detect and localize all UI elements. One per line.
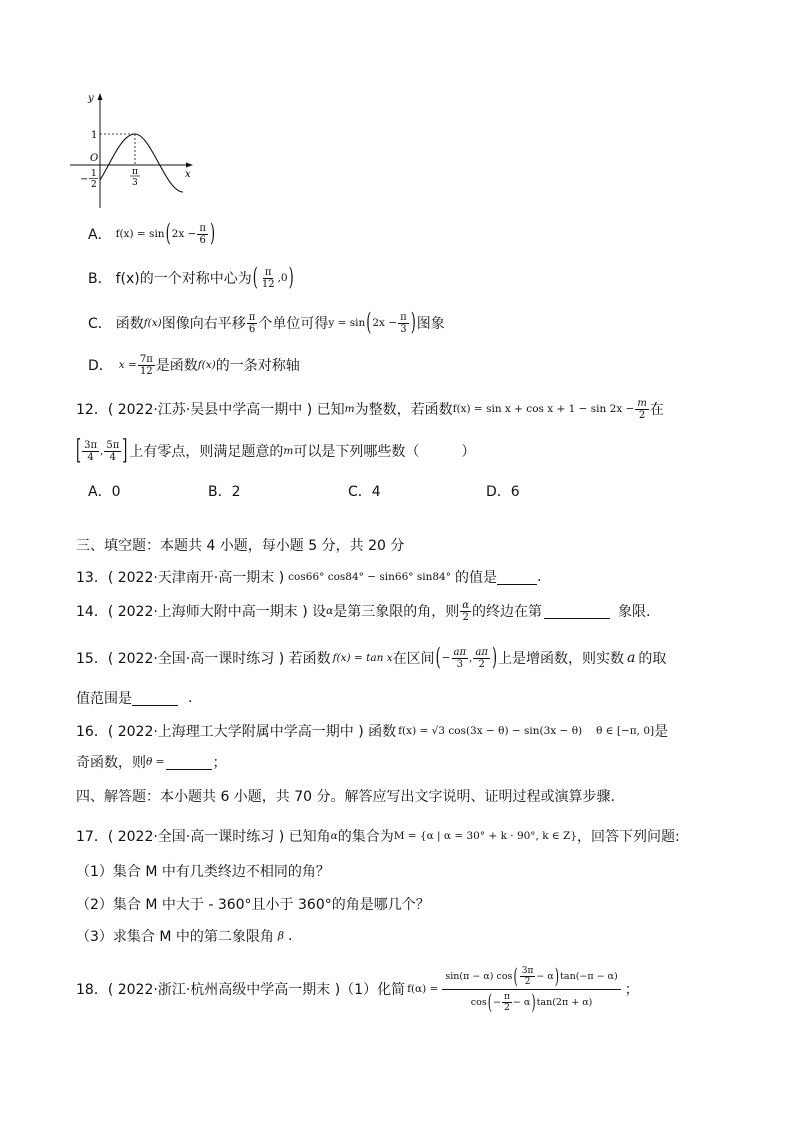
q16-end: ；: [212, 755, 227, 771]
right-paren: ): [410, 308, 416, 338]
option-c-pre: 函数: [115, 316, 144, 332]
q13-end: .: [536, 569, 542, 585]
q12-mid: 为整数，若函数: [354, 402, 453, 418]
q16-line1: [76, 719, 668, 743]
right-paren: ): [491, 643, 498, 673]
option-b-frac: $\frac{\pi}{12}$: [261, 266, 275, 290]
q15-mid: 在区间: [392, 651, 435, 667]
num-frac: $\frac{3\pi}{2}$: [521, 965, 534, 987]
option-c-inner-frac: $\frac{\pi}{3}$: [400, 311, 407, 335]
q14: [76, 596, 650, 626]
section-4-heading: 四、解答题：本小题共 6 小题，共 70 分。解答应写出文字说明、证明过程或演算步骤.: [76, 789, 615, 805]
option-b-text: f(x)的一个对称中心为: [115, 271, 252, 287]
den-a: cos: [470, 996, 487, 1008]
q16-prefix: 16．( 2022·上海理工大学附属中学高一期中 ) 函数: [76, 724, 397, 740]
q17-set: M = {α | α = 30° + k · 90°, k ∈ Z}: [393, 830, 578, 842]
q11-option-d[interactable]: [88, 350, 300, 380]
option-c-mid2: 个单位可得: [258, 316, 329, 332]
right-bracket: ]: [122, 435, 128, 467]
q15-line2: [76, 687, 192, 709]
option-a-frac: $\frac{\pi}{6}$: [199, 222, 206, 246]
left-paren: (: [252, 263, 258, 293]
q15-tail: 上是增函数，则实数: [498, 651, 625, 667]
q13-expr: cos66° cos84° − sin66° sin84°: [288, 571, 451, 583]
q13-prefix: 13．( 2022·天津南开·高一期末 ): [76, 570, 285, 586]
q18-end: ；: [624, 982, 639, 998]
den-frac: $\frac{\pi}{2}$: [503, 991, 510, 1013]
q17-part-1: （1）集合 M 中有几类终边不相同的角？: [76, 864, 330, 880]
pi-den: 3: [132, 178, 138, 188]
q15-line1: [76, 642, 666, 674]
left-bracket: [: [76, 435, 82, 467]
q12-m2: m: [283, 445, 294, 457]
q17-part-2: （2）集合 M 中大于 - 360°且小于 360°的角是哪几个？: [76, 897, 430, 913]
q12-interval-a: $\frac{3\pi}{4}$: [84, 439, 98, 463]
q16-line2: [76, 751, 226, 773]
q12-line1: [76, 394, 664, 424]
q14-tail: 象限.: [618, 604, 651, 620]
option-a-inner: 2x −: [171, 228, 197, 240]
q13-answer-blank[interactable]: [497, 570, 537, 585]
left-paren: (: [513, 963, 518, 989]
x-axis-arrow: [186, 163, 193, 168]
q16-tail: 是: [654, 724, 669, 740]
y-tick-1: 1: [91, 130, 98, 141]
right-paren: ): [554, 963, 560, 989]
option-d-frac: $\frac{7\pi}{12}$: [139, 353, 153, 377]
q13: [76, 566, 541, 588]
option-c-y: y = sin: [328, 317, 366, 329]
q18-numerator: [442, 963, 620, 990]
option-d-mid: 是函数: [155, 358, 198, 374]
q18: [76, 960, 639, 1018]
right-paren: ): [209, 219, 216, 249]
q18-denominator: [468, 990, 596, 1013]
q13-tail: 的值是: [454, 570, 497, 586]
right-paren: ): [288, 263, 294, 293]
option-d-x: x =: [118, 359, 137, 371]
q17-p3-end: .: [287, 928, 293, 944]
left-paren: (: [435, 643, 441, 673]
q16-answer-blank[interactable]: [166, 755, 212, 770]
q12-m: m: [344, 403, 355, 415]
q14-alpha: α: [326, 605, 334, 617]
q17-tail: ，回答下列问题:: [577, 829, 680, 845]
left-paren: (: [487, 989, 493, 1015]
q15-frac-b: $\frac{a\pi}{2}$: [475, 646, 488, 670]
den-c: tan(2π + α): [536, 996, 593, 1008]
sine-graph: [66, 90, 196, 210]
q15-answer-blank[interactable]: [132, 691, 178, 706]
q14-mid: 是第三象限的角，则: [333, 604, 460, 620]
q15-end: .: [188, 690, 193, 706]
q16-theta: θ =: [146, 756, 165, 768]
q16-func: f(x) = √3 cos(3x − θ) − sin(3x − θ): [398, 725, 583, 737]
q15-line2-text: 值范围是: [76, 691, 132, 707]
q12-option-a[interactable]: A．0: [88, 484, 121, 500]
option-b-label: B．: [88, 271, 112, 287]
q12-line2-text: 上有零点，则满足题意的: [129, 444, 284, 460]
num-b: − α: [536, 970, 554, 982]
option-c-label: C．: [88, 316, 112, 332]
origin-label: O: [90, 153, 99, 164]
option-d-label: D．: [88, 358, 113, 374]
q15-tail2: 的取: [638, 651, 667, 667]
q15-func: f(x) = tan x: [332, 652, 393, 664]
q12-option-b[interactable]: B．2: [208, 484, 241, 500]
minus-sign: −: [441, 652, 451, 664]
q12-func: f(x) = sin x + cos x + 1 − sin 2x −: [452, 403, 635, 415]
section-3-heading: 三、填空题：本题共 4 小题，每小题 5 分，共 20 分: [76, 538, 405, 554]
q18-prefix: 18．( 2022·浙江·杭州高级中学高一期末 )（1）化简: [76, 982, 406, 998]
q11-option-b[interactable]: [88, 263, 295, 293]
left-paren: (: [165, 219, 171, 249]
option-c-tail: 图象: [416, 316, 445, 332]
option-a-label: A．: [88, 227, 112, 243]
q16-line2-text: 奇函数，则: [76, 755, 146, 771]
q17-alpha: α: [330, 830, 338, 842]
q15-prefix: 15．( 2022·全国·高一课时练习 ) 若函数: [76, 651, 331, 667]
q17-mid: 的集合为: [337, 829, 394, 845]
q12-option-d[interactable]: D．6: [486, 484, 520, 500]
q16-cond: θ ∈ [−π, 0]: [596, 725, 655, 737]
option-d-func: f(x): [197, 359, 216, 371]
q12-tail: 在: [649, 402, 664, 418]
den-pre: −: [493, 996, 501, 1008]
q15-frac-a: $\frac{a\pi}{3}$: [453, 646, 467, 670]
half-num: 1: [91, 169, 97, 179]
q11-option-a[interactable]: [88, 219, 216, 249]
option-c-func: f(x): [143, 317, 162, 329]
comma: ,: [469, 652, 473, 664]
y-axis-label: y: [88, 93, 94, 104]
q12-frac: $\frac{m}{2}$: [637, 397, 647, 421]
neg-sign: −: [80, 174, 89, 185]
option-a-func: f(x) = sin: [115, 228, 165, 240]
option-d-tail: 的一条对称轴: [215, 358, 300, 374]
q14-frac: $\frac{\alpha}{2}$: [462, 599, 470, 623]
option-b-tail: ,0: [277, 272, 288, 284]
q14-prefix: 14．( 2022·上海师大附中高一期末 ) 设: [76, 604, 327, 620]
q18-fraction: [442, 963, 620, 1015]
option-c-frac: $\frac{\pi}{6}$: [248, 311, 256, 335]
half-den: 2: [91, 180, 97, 190]
q12-line2b: 可以是下列哪些数（ ）: [293, 444, 476, 460]
q17-part-3: [76, 924, 292, 948]
q18-f: f(α) =: [407, 983, 439, 995]
q11-option-c[interactable]: [88, 308, 445, 338]
option-c-inner: 2x −: [372, 317, 398, 329]
left-paren: (: [366, 308, 372, 338]
q12-prefix: 12．( 2022·江苏·吴县中学高一期中 ) 已知: [76, 402, 345, 418]
q17-p3-beta: β: [277, 930, 284, 942]
q12-interval-b: $\frac{5\pi}{4}$: [106, 439, 120, 463]
right-paren: ): [531, 989, 536, 1015]
y-axis-arrow: [98, 93, 103, 100]
q12-line2: [76, 436, 475, 466]
option-c-mid: 图像向右平移: [161, 316, 246, 332]
q17-prefix: 17．( 2022·全国·高一课时练习 ) 已知角: [76, 829, 331, 845]
comma: ,: [100, 445, 104, 457]
sine-curve: [100, 134, 183, 192]
den-b: − α: [512, 996, 531, 1008]
q12-option-c[interactable]: C．4: [348, 484, 381, 500]
x-axis-label: x: [185, 169, 191, 180]
num-c: tan(−π − α): [560, 970, 618, 982]
q17-p3-pre: （3）求集合 M 中的第二象限角: [76, 929, 274, 945]
pi-num: π: [132, 167, 138, 177]
q14-answer-blank[interactable]: [544, 604, 610, 619]
q15-a: a: [627, 650, 636, 666]
num-a: sin(π − α) cos: [445, 970, 513, 982]
q17: [76, 823, 680, 849]
q14-mid2: 的终边在第: [472, 604, 543, 620]
